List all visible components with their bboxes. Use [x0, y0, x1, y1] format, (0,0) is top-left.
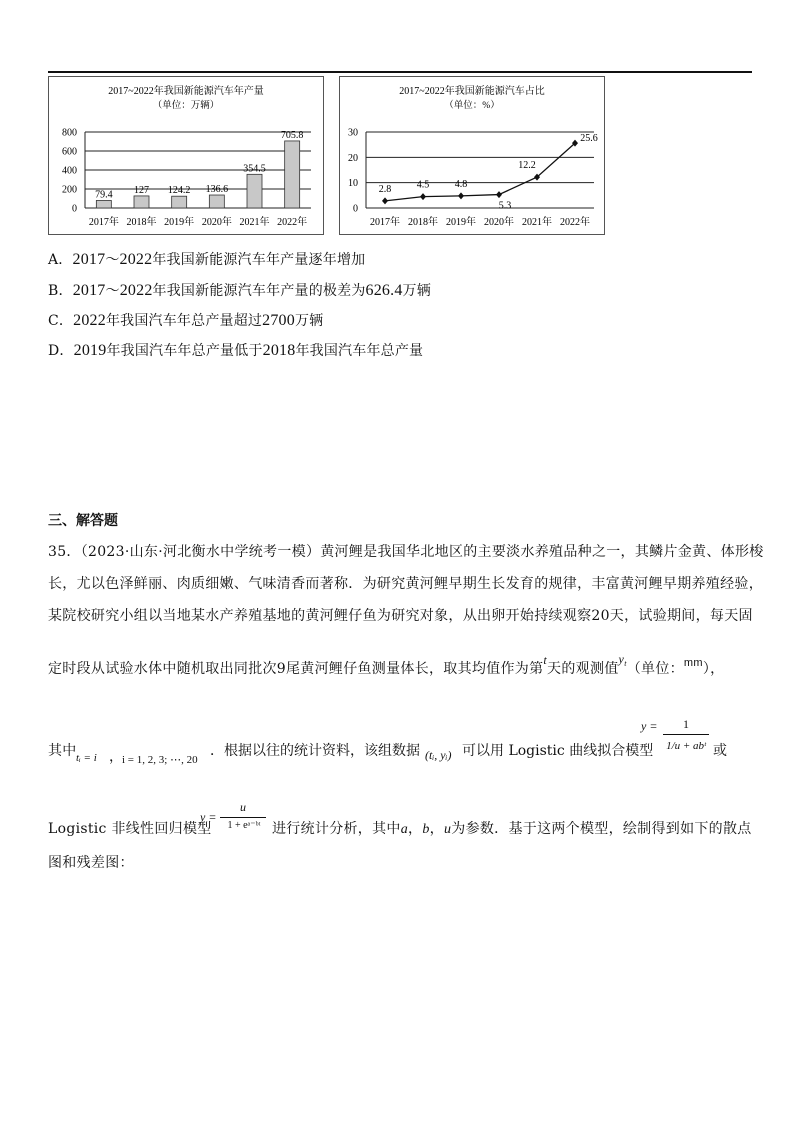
- bar-value-label: 127: [134, 184, 149, 196]
- problem-line-3: 某院校研究小组以当地某水产养殖基地的黄河鲤仔鱼为研究对象，从出卵开始持续观察20天，试验期间，每天固: [48, 608, 753, 624]
- bar-value-label: 79.4: [95, 189, 113, 201]
- bar-value-label: 354.5: [243, 163, 266, 175]
- y-tick-label: 20: [348, 152, 358, 164]
- x-tick-label: 2022年: [277, 217, 308, 228]
- chart-title: 2017~2022年我国新能源汽车占比: [399, 86, 545, 97]
- x-tick-label: 2017年: [88, 217, 119, 228]
- x-tick-label: 2018年: [408, 217, 438, 228]
- bar: [172, 196, 187, 208]
- chart-unit: （单位：%）: [444, 101, 500, 111]
- data-value-label: 25.6: [580, 133, 598, 145]
- problem-line-4: 定时段从试验水体中随机取出同批次9尾黄河鲤仔鱼测量体长，取其均值作为第t天的观测值$y^t$（单位：$^{mm}$），: [48, 652, 725, 677]
- model1-numerator: 1: [683, 717, 689, 731]
- y-tick-label: 0: [72, 203, 77, 215]
- problem-line-6: Logistic 非线性回归模型: [48, 821, 212, 837]
- data-value-label: 4.5: [416, 179, 430, 191]
- x-tick-label: 2018年: [126, 217, 157, 228]
- problem-line-6-text: 进行统计分析，其中a，b，u为参数．基于这两个模型，绘制得到如下的散点: [272, 821, 752, 837]
- y-tick-label: 800: [62, 127, 77, 139]
- series-line: [385, 143, 575, 201]
- option-b: B．2017～2022年我国新能源汽车年产量的极差为626.4万辆: [48, 282, 431, 299]
- share-line-chart: [339, 76, 605, 235]
- bar: [285, 141, 300, 208]
- bar-chart-svg: [49, 77, 323, 234]
- bar-value-label: 136.6: [205, 184, 229, 196]
- model2-numerator: u: [240, 800, 246, 814]
- data-value-label: 5.3: [498, 200, 512, 212]
- chart-unit: （单位：万辆）: [152, 101, 220, 111]
- model1-denominator: 1/u + abᵗ: [666, 740, 706, 752]
- x-tick-label: 2021年: [522, 217, 552, 228]
- production-bar-chart: [48, 76, 324, 235]
- problem-line-2: 长，尤以色泽鲜丽、肉质细嫩、气味清香而著称．为研究黄河鲤早期生长发育的规律，丰富黄河鲤早期养殖经验，: [48, 576, 763, 592]
- x-tick-label: 2020年: [201, 217, 232, 228]
- i-range-formula: i = 1, 2, 3; ⋯, 20: [122, 754, 198, 766]
- data-value-label: 12.2: [518, 160, 536, 172]
- y-tick-label: 400: [62, 165, 77, 177]
- t-i-formula: tᵢ = i: [76, 752, 97, 764]
- x-tick-label: 2017年: [370, 217, 400, 228]
- x-tick-label: 2022年: [560, 217, 590, 228]
- x-tick-label: 2019年: [164, 217, 195, 228]
- problem-line-1: 35．（2023·山东·河北衡水中学统考一模）黄河鲤是我国华北地区的主要淡水养殖品种之一，其鳞片金黄、体形梭: [48, 544, 764, 560]
- chart-title: 2017~2022年我国新能源汽车年产量: [108, 86, 264, 97]
- bar-value-label: 124.2: [167, 185, 191, 197]
- y-tick-label: 30: [348, 127, 358, 139]
- or-text: 或: [713, 743, 727, 759]
- model2-fraction-bar: [220, 817, 266, 818]
- x-tick-label: 2019年: [446, 217, 476, 228]
- problem-line-5: 其中: [48, 743, 77, 759]
- comma: ，: [109, 749, 123, 765]
- bar: [134, 196, 149, 208]
- x-tick-label: 2020年: [484, 217, 514, 228]
- problem-line-7: 图和残差图：: [48, 855, 134, 871]
- data-point-marker: [382, 197, 388, 204]
- y-tick-label: 10: [348, 178, 358, 190]
- data-point-marker: [458, 192, 464, 199]
- model2-lhs: y =: [200, 810, 217, 824]
- bar: [96, 200, 111, 208]
- option-c: C．2022年我国汽车年总产量超过2700万辆: [48, 312, 324, 329]
- line-chart-svg: [340, 77, 604, 234]
- x-tick-label: 2021年: [239, 217, 270, 228]
- option-a: A．2017～2022年我国新能源汽车年产量逐年增加: [48, 251, 366, 268]
- model2-denominator: 1 + eᵃ⁻ᵇᵗ: [227, 820, 261, 831]
- data-value-label: 4.8: [454, 178, 468, 190]
- bar-value-label: 705.8: [280, 129, 304, 141]
- option-d: D．2019年我国汽车年总产量低于2018年我国汽车年总产量: [48, 342, 424, 359]
- model1-lhs: y =: [641, 719, 658, 733]
- y-tick-label: 600: [62, 146, 77, 158]
- y-tick-label: 0: [353, 203, 358, 215]
- section-heading: 三、解答题: [48, 513, 118, 529]
- bar: [209, 195, 224, 208]
- problem-line-5-text: ．根据以往的统计资料，该组数据: [210, 743, 420, 759]
- data-point-marker: [496, 191, 502, 198]
- problem-line-5-text-2: 可以用 Logistic 曲线拟合模型: [462, 743, 654, 759]
- y-tick-label: 200: [62, 184, 77, 196]
- data-point-marker: [420, 193, 426, 200]
- model1-fraction-bar: [663, 734, 709, 735]
- data-pair-formula: (tᵢ, yᵢ): [425, 748, 452, 762]
- bar: [247, 174, 262, 208]
- data-value-label: 2.8: [378, 183, 392, 195]
- top-rule: [48, 71, 752, 73]
